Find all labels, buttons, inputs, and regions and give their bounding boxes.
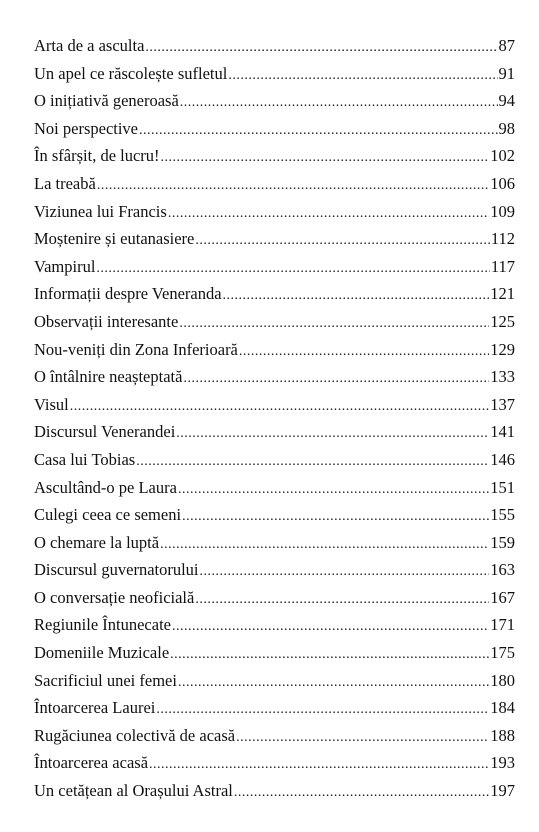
toc-entry-title: Informații despre Veneranda <box>34 284 222 304</box>
toc-entry <box>34 115 515 143</box>
toc-entry-page: 180 <box>490 670 515 690</box>
toc-entry-title: O chemare la luptă <box>34 532 160 552</box>
toc-entry <box>34 87 515 115</box>
toc-entry-page: 193 <box>490 753 515 773</box>
toc-entry-title: Moștenire și eutanasiere <box>34 229 195 249</box>
toc-entry-page: 159 <box>490 532 515 552</box>
toc-entry <box>34 749 515 777</box>
dot-leader <box>96 255 489 283</box>
toc-entry-title: Ascultând-o pe Laura <box>34 477 177 497</box>
toc-entry-page: 109 <box>490 201 515 221</box>
toc-entry-title: Discursul guvernatorului <box>34 560 199 580</box>
toc-entry <box>34 777 515 805</box>
toc-entry <box>34 198 515 226</box>
toc-entry-page: 155 <box>490 505 515 525</box>
table-of-contents <box>34 32 515 805</box>
toc-entry <box>34 722 515 750</box>
toc-entry-title: La treabă <box>34 173 96 193</box>
toc-entry <box>34 446 515 474</box>
toc-entry-page: 184 <box>490 698 515 718</box>
dot-leader <box>149 751 489 779</box>
toc-entry-page: 112 <box>490 229 515 249</box>
toc-entry-page: 175 <box>490 643 515 663</box>
toc-entry-title: Noi perspective <box>34 118 139 138</box>
dot-leader <box>139 117 497 145</box>
toc-entry-page: 167 <box>490 587 515 607</box>
toc-entry-page: 137 <box>490 394 515 414</box>
toc-entry-page: 94 <box>498 91 515 111</box>
toc-entry <box>34 336 515 364</box>
toc-entry-title: Visul <box>34 394 69 414</box>
toc-entry-title: Un apel ce răscolește sufletul <box>34 63 228 83</box>
dot-leader <box>168 200 489 228</box>
toc-entry-title: Discursul Venerandei <box>34 422 176 442</box>
toc-entry-page: 129 <box>490 339 515 359</box>
dot-leader <box>228 62 497 90</box>
dot-leader <box>161 144 490 172</box>
dot-leader <box>195 586 489 614</box>
toc-entry-page: 163 <box>490 560 515 580</box>
toc-entry-page: 106 <box>490 173 515 193</box>
toc-entry-page: 133 <box>490 367 515 387</box>
toc-entry-page: 171 <box>490 615 515 635</box>
toc-entry-title: O conversație neoficială <box>34 587 195 607</box>
toc-entry <box>34 280 515 308</box>
toc-entry <box>34 363 515 391</box>
toc-entry <box>34 308 515 336</box>
toc-entry-title: Un cetățean al Orașului Astral <box>34 781 233 801</box>
toc-entry-page: 188 <box>490 725 515 745</box>
toc-entry-page: 121 <box>490 284 515 304</box>
toc-entry <box>34 253 515 281</box>
toc-entry-title: Întoarcerea Laurei <box>34 698 156 718</box>
dot-leader <box>136 448 489 476</box>
toc-entry-page: 117 <box>490 256 515 276</box>
toc-entry-title: Arta de a asculta <box>34 36 145 55</box>
toc-entry-page: 146 <box>490 449 515 469</box>
toc-entry <box>34 501 515 529</box>
toc-entry-page: 151 <box>490 477 515 497</box>
toc-entry-title: Observații interesante <box>34 311 179 331</box>
toc-entry <box>34 225 515 253</box>
dot-leader <box>179 310 489 338</box>
dot-leader <box>236 724 489 752</box>
toc-entry-title: Vampirul <box>34 256 96 276</box>
dot-leader <box>156 696 489 724</box>
toc-entry-page: 87 <box>498 36 515 55</box>
dot-leader <box>178 476 489 504</box>
dot-leader <box>195 227 490 255</box>
dot-leader <box>176 420 489 448</box>
toc-entry-page: 102 <box>490 146 515 166</box>
toc-entry <box>34 142 515 170</box>
toc-entry <box>34 611 515 639</box>
toc-entry-page: 125 <box>490 311 515 331</box>
toc-entry-page: 197 <box>490 781 515 801</box>
dot-leader <box>160 531 489 559</box>
toc-entry <box>34 418 515 446</box>
toc-entry <box>34 474 515 502</box>
toc-entry-title: Domeniile Muzicale <box>34 643 170 663</box>
dot-leader <box>234 779 489 807</box>
toc-entry-title: Rugăciunea colectivă de acasă <box>34 725 236 745</box>
toc-entry-title: Casa lui Tobias <box>34 449 136 469</box>
toc-entry <box>34 32 515 60</box>
dot-leader <box>182 503 489 531</box>
toc-entry-title: O inițiativă generoasă <box>34 91 179 111</box>
toc-entry <box>34 667 515 695</box>
toc-entry-page: 91 <box>498 63 515 83</box>
toc-entry <box>34 60 515 88</box>
toc-entry <box>34 639 515 667</box>
toc-entry <box>34 529 515 557</box>
toc-entry-title: Viziunea lui Francis <box>34 201 167 221</box>
toc-entry-title: Sacrificiul unei femei <box>34 670 177 690</box>
toc-entry-page: 98 <box>498 118 515 138</box>
toc-entry-title: Întoarcerea acasă <box>34 753 149 773</box>
toc-entry-title: Culegi ceea ce semeni <box>34 505 182 525</box>
dot-leader <box>183 365 489 393</box>
dot-leader <box>70 393 489 421</box>
toc-entry <box>34 170 515 198</box>
toc-entry-title: O întâlnire neașteptată <box>34 367 183 387</box>
dot-leader <box>200 558 490 586</box>
dot-leader <box>239 338 489 366</box>
dot-leader <box>172 613 489 641</box>
toc-entry-title: Nou-veniți din Zona Inferioară <box>34 339 238 359</box>
dot-leader <box>97 172 489 200</box>
dot-leader <box>178 669 489 697</box>
dot-leader <box>170 641 489 669</box>
toc-entry-page: 141 <box>490 422 515 442</box>
toc-entry <box>34 694 515 722</box>
toc-entry <box>34 556 515 584</box>
toc-entry-title: Regiunile Întunecate <box>34 615 171 635</box>
toc-entry <box>34 391 515 419</box>
dot-leader <box>223 282 490 310</box>
toc-entry-title: În sfârșit, de lucru! <box>34 146 160 166</box>
toc-entry <box>34 584 515 612</box>
dot-leader <box>180 89 498 117</box>
dot-leader <box>145 34 497 62</box>
